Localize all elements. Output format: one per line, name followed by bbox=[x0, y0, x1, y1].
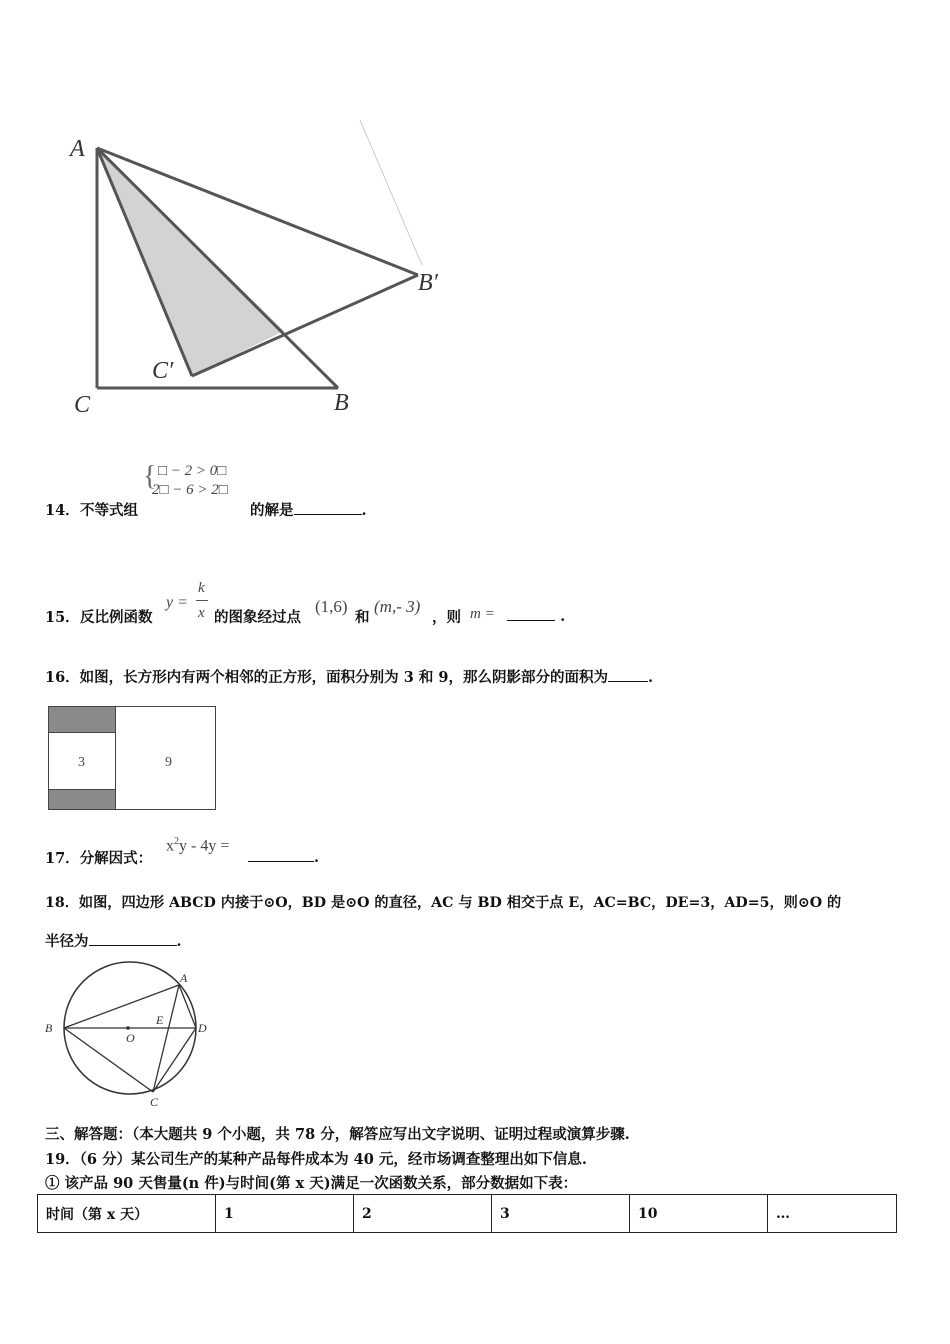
q18-label-D: D bbox=[198, 1021, 207, 1035]
faint-guide-line bbox=[360, 120, 422, 265]
segment-AD bbox=[179, 985, 196, 1028]
q17-answer bbox=[248, 847, 319, 866]
q16-answer-blank bbox=[608, 667, 648, 682]
q19-data-table bbox=[37, 1194, 897, 1233]
table-cell: … bbox=[768, 1195, 897, 1233]
q15-mid1: 的图象经过点 bbox=[214, 609, 301, 626]
q14-prefix: 不等式组 bbox=[80, 502, 138, 519]
shaded-triangle-region bbox=[97, 148, 284, 376]
q17-answer-blank bbox=[248, 847, 314, 862]
segment-CD bbox=[153, 1028, 196, 1092]
q17-expr-exponent: 2 bbox=[174, 836, 179, 847]
q14-system-brace: { bbox=[143, 461, 157, 492]
q15-mid2: ，则 bbox=[432, 609, 461, 626]
q16-shaded-bottom bbox=[49, 790, 115, 809]
q15-point-1: (1,6) bbox=[315, 597, 348, 616]
q18-label-E: E bbox=[156, 1013, 164, 1027]
q14-answer-blank bbox=[294, 500, 362, 515]
q14-number: 14． bbox=[45, 502, 80, 519]
q16-text-body: 16．如图，长方形内有两个相邻的正方形，面积分别为 3 和 9，那么阴影部分的面积为 bbox=[45, 669, 608, 686]
q18-circle-figure bbox=[40, 960, 220, 1110]
table-cell-header: 时间（第 x 天） bbox=[38, 1195, 216, 1233]
label-C: C bbox=[74, 392, 91, 418]
q18-label-A: A bbox=[180, 971, 188, 985]
table-cell: 10 bbox=[630, 1195, 768, 1233]
q16-end: . bbox=[648, 669, 654, 686]
q19-line-2: ① 该产品 90 天售量(n 件)与时间(第 x 天)满足一次函数关系，部分数据如下表： bbox=[45, 1175, 578, 1192]
label-A: A bbox=[70, 136, 85, 162]
q18-label-C: C bbox=[150, 1095, 159, 1109]
center-point-O bbox=[126, 1026, 130, 1030]
table-row bbox=[38, 1195, 897, 1233]
label-C-prime: C′ bbox=[152, 358, 174, 384]
q18-answer-blank bbox=[89, 931, 177, 946]
q17-expr-rest: y - 4y = bbox=[179, 837, 230, 855]
q16-label-9: 9 bbox=[165, 755, 172, 770]
table-cell: 3 bbox=[492, 1195, 630, 1233]
q15-prefix: 反比例函数 bbox=[80, 609, 153, 626]
q15-end: . bbox=[560, 608, 566, 625]
q18-label-B: B bbox=[45, 1021, 53, 1035]
q15-number: 15． bbox=[45, 609, 80, 626]
q15-answer-blank bbox=[507, 606, 555, 621]
q18-line-1: 18．如图，四边形 ABCD 内接于⊙O，BD 是⊙O 的直径，AC 与 BD 相交于点 E，AC=BC，DE=3，AD=5，则⊙O 的 bbox=[45, 895, 842, 911]
q16-rectangle-figure bbox=[48, 706, 216, 810]
q18-end: . bbox=[176, 933, 182, 950]
q15-func-numerator: k bbox=[198, 580, 205, 596]
section-3-header: 三、解答题：（本大题共 9 个小题，共 78 分，解答应写出文字说明、证明过程或演算步骤. bbox=[45, 1126, 630, 1143]
q15-fraction-bar bbox=[196, 600, 208, 601]
q18-label-O: O bbox=[126, 1031, 135, 1045]
q15-func-lhs: y = bbox=[166, 594, 188, 611]
q17-expression bbox=[166, 836, 229, 855]
q16-divider bbox=[115, 707, 116, 809]
q16-label-3: 3 bbox=[78, 755, 85, 770]
table-cell: 1 bbox=[216, 1195, 354, 1233]
q14-end: . bbox=[361, 502, 367, 519]
q15-m-eq: m = bbox=[470, 606, 495, 622]
q14-suffix-text: 的解是 bbox=[250, 502, 294, 519]
label-B-prime: B′ bbox=[418, 270, 438, 296]
q15-point-2: (m,- 3) bbox=[374, 597, 421, 616]
q19-line-1: 19．（6 分）某公司生产的某种产品每件成本为 40 元，经市场调查整理出如下信息. bbox=[45, 1151, 587, 1168]
q17-text: 17．分解因式： bbox=[45, 850, 153, 867]
segment-BC bbox=[64, 1028, 153, 1092]
q15-func-denominator: x bbox=[198, 605, 205, 621]
q16-shaded-top bbox=[49, 707, 115, 732]
q14-system-line-1: □ − 2 > 0□ bbox=[158, 463, 227, 479]
label-B: B bbox=[334, 390, 349, 416]
rotation-triangle-figure bbox=[60, 120, 480, 430]
q18-line-2-text: 半径为 bbox=[45, 933, 89, 950]
q17-end: . bbox=[314, 849, 320, 866]
table-cell: 2 bbox=[354, 1195, 492, 1233]
q18-line-2 bbox=[45, 930, 182, 951]
q14-system-line-2: 2□ − 6 > 2□ bbox=[152, 482, 228, 498]
q14-suffix bbox=[250, 499, 367, 520]
q15-answer bbox=[507, 606, 565, 625]
q15-and: 和 bbox=[355, 609, 370, 626]
q16-text bbox=[45, 666, 653, 687]
q17-expr-x: x bbox=[166, 837, 174, 855]
